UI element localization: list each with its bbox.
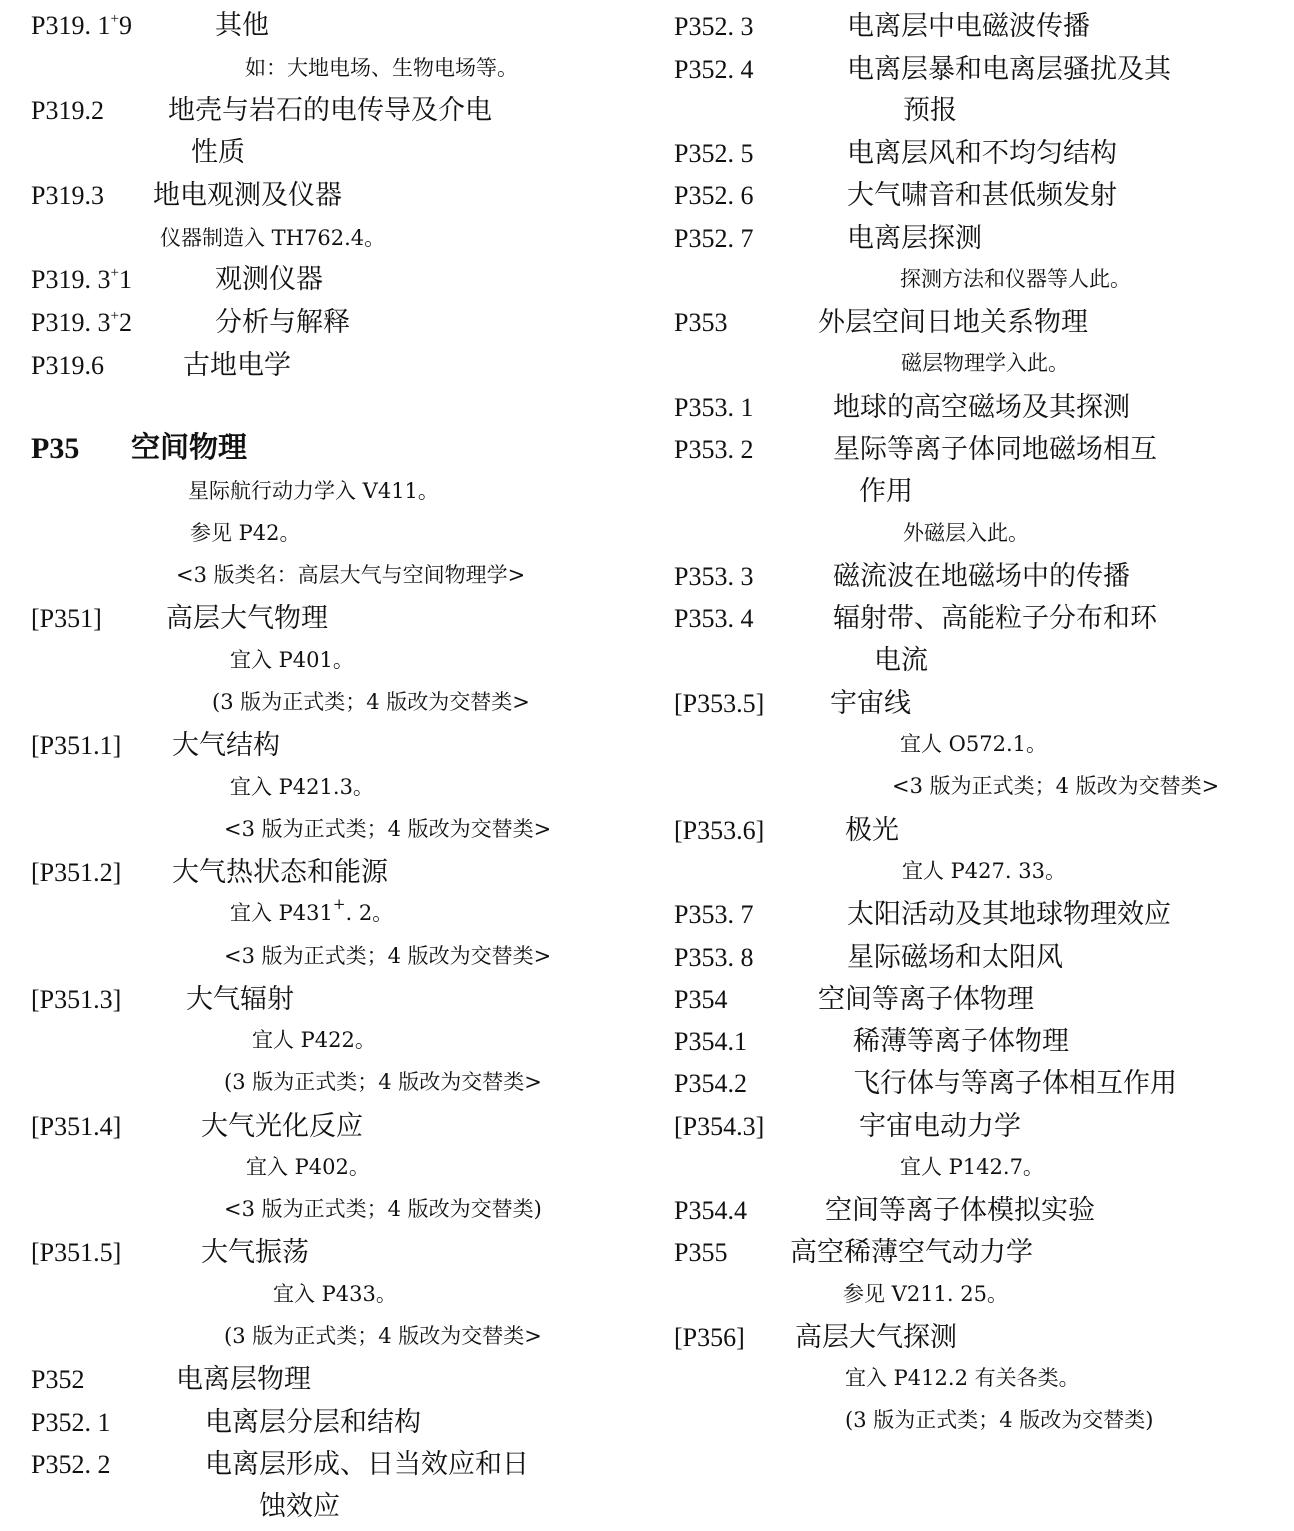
entry-label: 磁流波在地磁场中的传播 <box>833 561 1130 592</box>
entry-code: [P353.6] <box>674 816 765 845</box>
entry-note: <3 版为正式类；4 版改为交替类> <box>224 817 552 841</box>
entry-label-continued: 预报 <box>903 95 957 126</box>
entry-label: 高层大气物理 <box>166 603 328 634</box>
entry-code: P319. 3+2 <box>31 308 132 337</box>
entry-code: P354.4 <box>674 1196 747 1225</box>
entry-label: 星际等离子体同地磁场相互 <box>833 434 1157 465</box>
entry-label: 外层空间日地关系物理 <box>818 307 1088 338</box>
section-code: P35 <box>31 432 80 465</box>
entry-label-continued: 作用 <box>859 476 913 507</box>
entry-label: 宇宙线 <box>830 688 911 719</box>
entry-code: P352. 7 <box>674 224 754 253</box>
entry-label: 空间等离子体物理 <box>818 984 1034 1015</box>
entry-note: 宜人 P427. 33。 <box>902 859 1066 883</box>
entry-code: [P351] <box>31 604 102 633</box>
entry-label: 飞行体与等离子体相互作用 <box>853 1068 1177 1099</box>
entry-label: 大气辐射 <box>186 984 294 1015</box>
entry-note: 宜人 P142.7。 <box>900 1155 1044 1179</box>
entry-code: P353. 4 <box>674 604 754 633</box>
entry-label: 星际磁场和太阳风 <box>847 942 1063 973</box>
entry-label-continued: 性质 <box>191 137 245 168</box>
entry-code: [P351.2] <box>31 858 122 887</box>
entry-code: [P354.3] <box>674 1112 765 1141</box>
entry-label: 太阳活动及其地球物理效应 <box>847 899 1171 930</box>
entry-note: 宜人 P422。 <box>252 1028 376 1052</box>
entry-code: P352. 6 <box>674 181 754 210</box>
entry-label: 高层大气探测 <box>795 1322 957 1353</box>
entry-code: P352. 5 <box>674 139 754 168</box>
entry-code: [P351.3] <box>31 985 122 1014</box>
entry-note: 宜入 P402。 <box>246 1155 370 1179</box>
entry-label: 电离层物理 <box>176 1364 311 1395</box>
section-note: 参见 P42。 <box>190 521 301 545</box>
entry-label: 古地电学 <box>183 350 291 381</box>
entry-code: P352 <box>31 1365 85 1394</box>
entry-note: (3 版为正式类；4 版改为交替类> <box>224 1070 542 1094</box>
entry-code: [P351.4] <box>31 1112 122 1141</box>
entry-note: 外磁层入此。 <box>903 521 1029 545</box>
section-note: 星际航行动力学入 V411。 <box>188 479 439 503</box>
entry-note: 宜入 P431+. 2。 <box>230 895 394 925</box>
section-title: 空间物理 <box>131 430 248 464</box>
entry-label: 分析与解释 <box>215 307 350 338</box>
entry-note: 宜人 O572.1。 <box>900 732 1048 756</box>
entry-label: 大气结构 <box>172 730 280 761</box>
entry-note: 参见 V211. 25。 <box>843 1282 1008 1306</box>
entry-code: [P351.5] <box>31 1238 122 1267</box>
entry-code: P353. 3 <box>674 562 754 591</box>
entry-note: (3 版为正式类；4 版改为交替类) <box>845 1408 1154 1432</box>
entry-code: P319.3 <box>31 181 104 210</box>
entry-note: <3 版为正式类；4 版改为交替类) <box>224 1197 542 1221</box>
entry-label: 电离层探测 <box>847 223 982 254</box>
entry-code: P354 <box>674 985 728 1014</box>
entry-note: 磁层物理学入此。 <box>901 351 1069 375</box>
entry-label: 高空稀薄空气动力学 <box>790 1237 1033 1268</box>
entry-code: P352. 3 <box>674 12 754 41</box>
entry-code: P353. 8 <box>674 943 754 972</box>
entry-code: P355 <box>674 1238 728 1267</box>
entry-label: 电离层形成、日当效应和日 <box>205 1449 529 1480</box>
entry-note: 宜入 P412.2 有关各类。 <box>845 1366 1080 1390</box>
entry-label: 空间等离子体模拟实验 <box>825 1195 1095 1226</box>
entry-label: 地球的高空磁场及其探测 <box>833 392 1130 423</box>
entry-label: 电离层分层和结构 <box>205 1407 421 1438</box>
entry-code: P319.6 <box>31 351 104 380</box>
entry-code: P319. 1+9 <box>31 11 132 40</box>
entry-code: P353. 7 <box>674 900 754 929</box>
entry-label: 极光 <box>845 815 899 846</box>
entry-code: [P353.5] <box>674 689 765 718</box>
entry-code: P352. 1 <box>31 1408 111 1437</box>
entry-note: 仪器制造入 TH762.4。 <box>160 226 386 250</box>
entry-label: 观测仪器 <box>215 264 323 295</box>
entry-note: (3 版为正式类；4 版改为交替类> <box>212 690 530 714</box>
entry-note: 宜入 P421.3。 <box>230 775 374 799</box>
entry-note: <3 版为正式类；4 版改为交替类> <box>892 774 1220 798</box>
entry-label: 电离层中电磁波传播 <box>847 11 1090 42</box>
entry-code: P352. 2 <box>31 1450 111 1479</box>
entry-label-continued: 蚀效应 <box>259 1491 340 1522</box>
entry-code: P319. 3+1 <box>31 265 132 294</box>
entry-code: P353. 2 <box>674 435 754 464</box>
entry-note: 宜入 P401。 <box>230 648 354 672</box>
entry-note: 宜入 P433。 <box>273 1282 397 1306</box>
entry-code: [P356] <box>674 1323 745 1352</box>
entry-note: 如：大地电场、生物电场等。 <box>245 56 518 80</box>
entry-code: P354.2 <box>674 1069 747 1098</box>
entry-code: P352. 4 <box>674 55 754 84</box>
entry-note: (3 版为正式类；4 版改为交替类> <box>224 1324 542 1348</box>
entry-label: 电离层风和不均匀结构 <box>847 138 1117 169</box>
entry-note: <3 版为正式类；4 版改为交替类> <box>224 944 552 968</box>
entry-label-continued: 电流 <box>874 645 928 676</box>
entry-note: 探测方法和仪器等人此。 <box>900 267 1131 291</box>
entry-code: P353. 1 <box>674 393 754 422</box>
entry-label: 大气啸音和甚低频发射 <box>847 180 1117 211</box>
entry-label: 地壳与岩石的电传导及介电 <box>168 95 492 126</box>
section-note: <3 版类名：高层大气与空间物理学> <box>176 563 526 587</box>
entry-label: 电离层暴和电离层骚扰及其 <box>847 54 1171 85</box>
entry-label: 大气振荡 <box>201 1237 309 1268</box>
entry-label: 大气热状态和能源 <box>172 857 388 888</box>
entry-code: [P351.1] <box>31 731 122 760</box>
entry-label: 大气光化反应 <box>201 1111 363 1142</box>
entry-code: P353 <box>674 308 728 337</box>
entry-label: 稀薄等离子体物理 <box>853 1026 1069 1057</box>
entry-code: P319.2 <box>31 96 104 125</box>
entry-label: 辐射带、高能粒子分布和环 <box>833 603 1157 634</box>
entry-label: 其他 <box>215 10 269 41</box>
entry-label: 宇宙电动力学 <box>859 1111 1021 1142</box>
entry-code: P354.1 <box>674 1027 747 1056</box>
entry-label: 地电观测及仪器 <box>153 180 342 211</box>
